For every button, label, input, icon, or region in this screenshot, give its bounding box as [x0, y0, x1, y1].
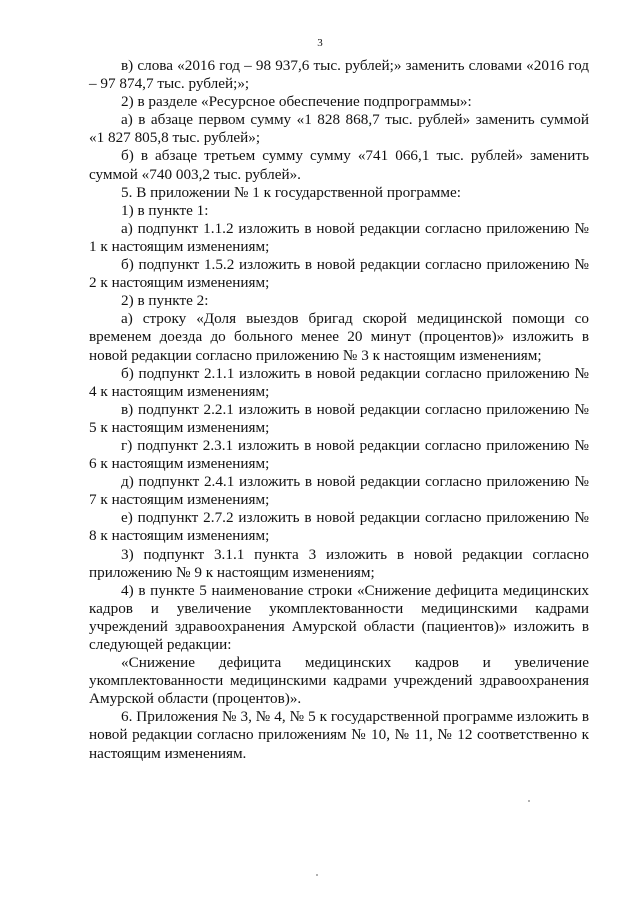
paragraph: е) подпункт 2.7.2 изложить в новой редакции согласно приложению № 8 к настоящим изменениям; — [89, 509, 589, 545]
paragraph: а) в абзаце первом сумму «1 828 868,7 тыс. рублей» заменить суммой «1 827 805,8 тыс. рублей»; — [89, 111, 589, 147]
scan-speck — [316, 874, 318, 876]
paragraph: 6. Приложения № 3, № 4, № 5 к государственной программе изложить в новой редакции согласно приложениям № 10, № 11, № 12 соответственно к настоящим изменениям. — [89, 708, 589, 762]
paragraph: 5. В приложении № 1 к государственной программе: — [121, 183, 461, 201]
page-number: 3 — [317, 37, 323, 49]
paragraph: 3) подпункт 3.1.1 пункта 3 изложить в новой редакции согласно приложению № 9 к настоящим изменениям; — [89, 545, 589, 581]
paragraph: а) подпункт 1.1.2 изложить в новой редакции согласно приложению № 1 к настоящим изменениям; — [89, 219, 589, 255]
paragraph: в) слова «2016 год – 98 937,6 тыс. рублей;» заменить словами «2016 год – 97 874,7 тыс. рублей;»; — [89, 57, 589, 93]
paragraph: 1) в пункте 1: — [121, 201, 209, 219]
paragraph: г) подпункт 2.3.1 изложить в новой редакции согласно приложению № 6 к настоящим изменениям; — [89, 436, 589, 473]
paragraph: в) подпункт 2.2.1 изложить в новой редакции согласно приложению № 5 к настоящим изменениям; — [89, 400, 589, 436]
paragraph: «Снижение дефицита медицинских кадров и увеличение укомплектованности медицинскими кадрами учреждений здравоохранения Амурской области (процентов)». — [89, 654, 589, 708]
document-body — [89, 57, 589, 763]
paragraph: б) подпункт 1.5.2 изложить в новой редакции согласно приложению № 2 к настоящим изменениям; — [89, 256, 589, 292]
paragraph: б) в абзаце третьем сумму сумму «741 066,1 тыс. рублей» заменить суммой «740 003,2 тыс. рублей». — [89, 147, 589, 183]
paragraph: а) строку «Доля выездов бригад скорой медицинской помощи со временем доезда до больного менее 20 минут (процентов)» изложить в новой редакции согласно приложению № 3 к настоящим изменениям; — [89, 310, 589, 364]
paragraph: 2) в разделе «Ресурсное обеспечение подпрограммы»: — [121, 93, 472, 111]
scan-speck — [528, 800, 530, 802]
paragraph: д) подпункт 2.4.1 изложить в новой редакции согласно приложению № 7 к настоящим изменениям; — [89, 473, 589, 509]
paragraph: 2) в пункте 2: — [121, 292, 209, 310]
paragraph: 4) в пункте 5 наименование строки «Снижение дефицита медицинских кадров и увеличение укомплектованности медицинскими кадрами учреждений здравоохранения Амурской области (пациентов)» изложить в следующей редакции: — [89, 581, 589, 653]
paragraph: б) подпункт 2.1.1 изложить в новой редакции согласно приложению № 4 к настоящим изменениям; — [89, 364, 589, 400]
